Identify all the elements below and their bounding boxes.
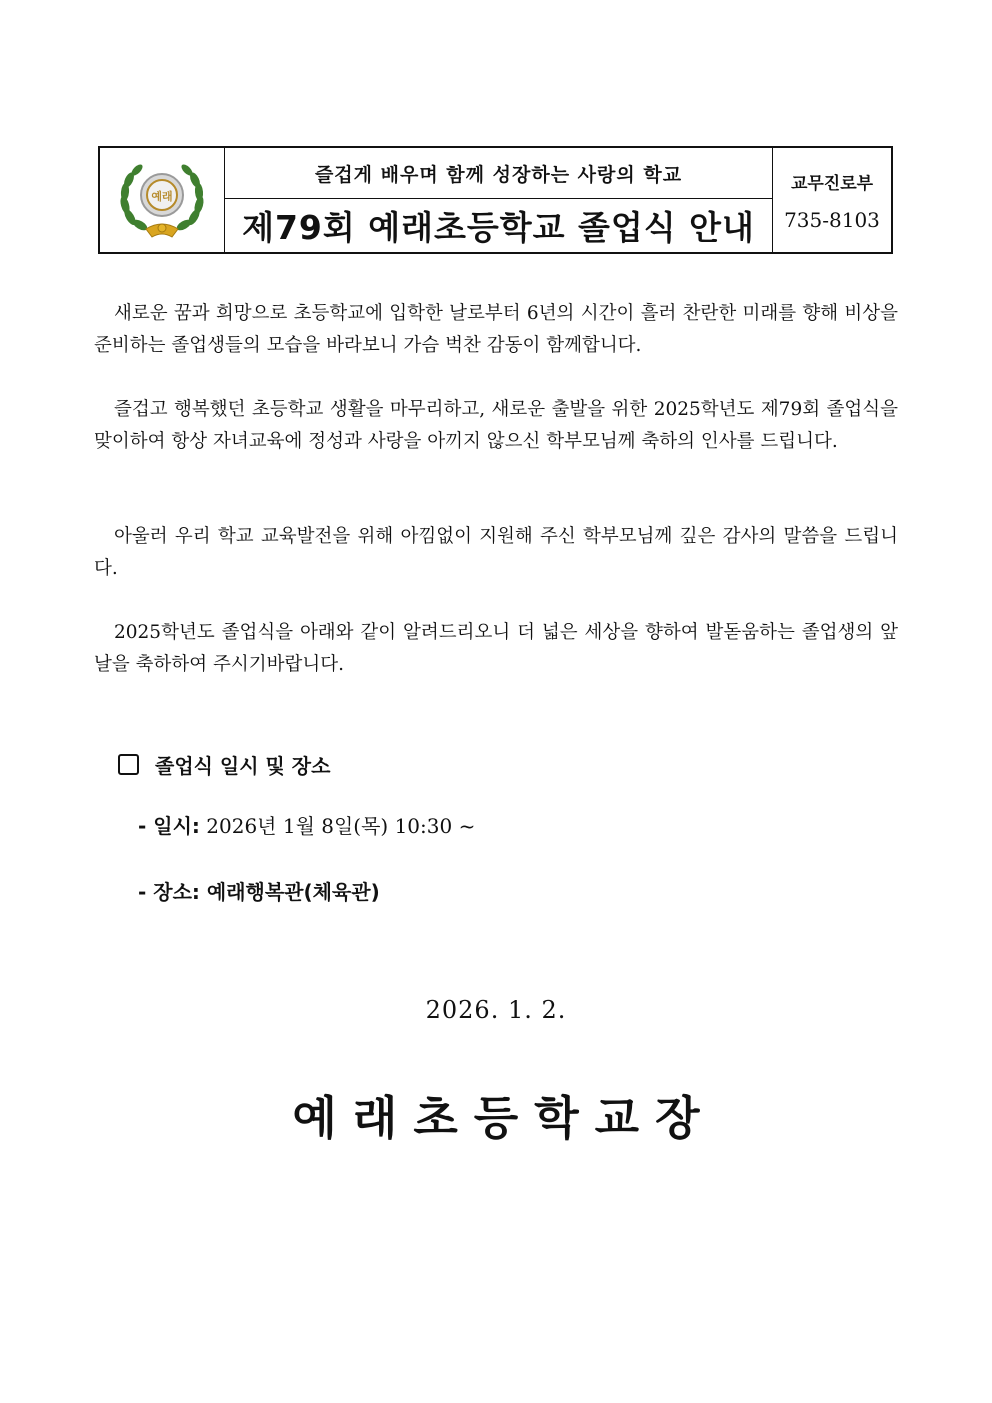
school-emblem: [116, 159, 208, 241]
paragraph-3: [94, 521, 898, 585]
paragraph-text: 아울러 우리 학교 교육발전을 위해 아낌없이 지원해 주신 학부모님께 깊은 감사의 말씀을 드립니다.: [94, 526, 898, 579]
paragraph-text: 2025학년도 졸업식을 아래와 같이 알려드리오니 더 넓은 세상을 향하여 발돋움하는 졸업생의 앞날을 축하하여 주시기바랍니다.: [94, 622, 898, 675]
header-table: [98, 146, 893, 254]
department-name: 교무진로부: [790, 173, 874, 194]
issue-date: 2026. 1. 2.: [425, 996, 567, 1024]
place-value: 예래행복관(체육관): [206, 880, 380, 904]
paragraph-1: [94, 298, 898, 362]
section-heading: [118, 750, 330, 779]
section-heading-text: 졸업식 일시 및 장소: [155, 754, 331, 778]
paragraph-4: [94, 617, 898, 681]
place-label: - 장소:: [138, 880, 200, 904]
ceremony-date: [138, 810, 475, 839]
svg-text:예래: 예래: [151, 190, 173, 203]
checkbox-icon: [118, 754, 139, 775]
paragraph-2: [94, 394, 898, 458]
principal-signature: 예 래 초 등 학 교 장: [292, 1091, 700, 1145]
school-emblem-cell: [100, 148, 225, 252]
department-cell: [773, 148, 891, 252]
paragraph-text: 새로운 꿈과 희망으로 초등학교에 입학한 날로부터 6년의 시간이 흘러 찬란한 미래를 향해 비상을 준비하는 졸업생들의 모습을 바라보니 가슴 벅찬 감동이 함께합니다.: [94, 303, 898, 356]
date-label: - 일시:: [138, 814, 200, 838]
title-cell: [225, 148, 773, 252]
paragraph-text: 즐겁고 행복했던 초등학교 생활을 마무리하고, 새로운 출발을 위한 2025학년도 제79회 졸업식을 맞이하여 항상 자녀교육에 정성과 사랑을 아끼지 않으신 학부모님께 축하의 인사를 드립니다.: [94, 399, 898, 452]
department-phone: 735-8103: [784, 207, 880, 232]
ceremony-place: [138, 876, 380, 905]
school-slogan: 즐겁게 배우며 함께 성장하는 사랑의 학교: [225, 148, 772, 199]
date-value: 2026년 1월 8일(목) 10:30 ~: [206, 814, 476, 838]
document-title: 제79회 예래초등학교 졸업식 안내: [242, 208, 755, 247]
